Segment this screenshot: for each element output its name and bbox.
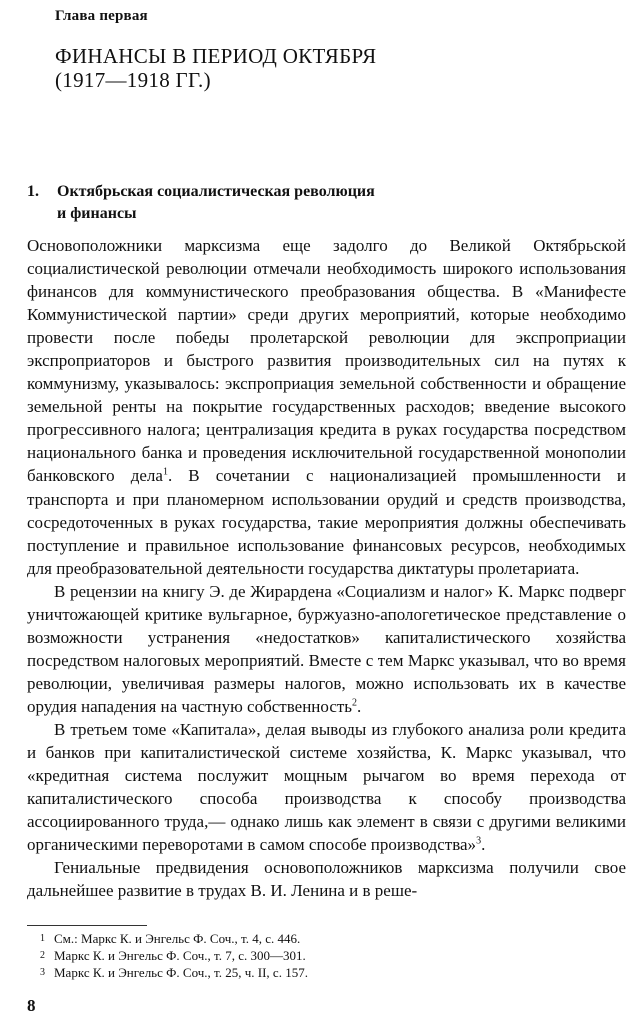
paragraph-text: Гениальные предвидения основоположников марксизма получили свое дальнейшее развитие в трудах В. И. Ленина и в реше- [27, 858, 626, 901]
footnote-mark: 1 [40, 933, 45, 944]
paragraph-text: . [481, 835, 486, 855]
paragraph [27, 234, 626, 580]
chapter-title [55, 44, 575, 92]
footnote-mark: 3 [40, 967, 45, 978]
footnote [40, 964, 620, 981]
footnote-text: См.: Маркс К. и Энгельс Ф. Соч., т. 4, с. 446. [54, 931, 301, 946]
paragraph-text: . [357, 696, 362, 716]
section-title-continuation: и финансы [57, 205, 137, 222]
section-heading [27, 181, 587, 225]
body-text [27, 234, 626, 902]
footnote-mark: 2 [40, 950, 45, 961]
footnote [40, 930, 620, 947]
footnote [40, 947, 620, 964]
paragraph [27, 856, 626, 902]
footnote-ref: 2 [352, 697, 358, 709]
footnotes [40, 930, 620, 981]
chapter-title-line: ФИНАНСЫ В ПЕРИОД ОКТЯБРЯ [55, 44, 377, 68]
footnote-ref: 3 [476, 835, 482, 847]
footnote-divider [27, 925, 147, 926]
page-number: 8 [27, 996, 36, 1015]
paragraph-text: В рецензии на книгу Э. де Жирардена «Социализм и налог» К. Маркс подверг уничтожающей критике вульгарное, буржуазно-апологетическое представление о возможности устранения «недостатков» капиталистического хозяйства посредством налоговых мероприятий. Вместе с тем Маркс указывал, что во время революции, увеличивая размеры налогов, можно использовать их в качестве орудия нападения на частную собственность [27, 581, 626, 716]
paragraph-text: . В сочетании с национализацией промышленности и транспорта и при планомерном использовании орудий и средств производства, сосредоточенных в руках государства, такие мероприятия должны обеспечивать поступление и правильное использование финансовых ресурсов, необходимых для преобразовательной деятельности государства диктатуры пролетариата. [27, 466, 626, 578]
section-number: 1. [27, 183, 39, 200]
paragraph-text: Основоположники марксизма еще задолго до Великой Октябрьской социалистической революции отмечали необходимость широкого использования финансов для коммунистического преобразования общества. В «Манифесте Коммунистической партии» среди других мероприятий, которые необходимо провести после победы пролетарской революции для экспроприации экспроприаторов и быстрого развития производительных сил на путях к коммунизму, указывалось: экспроприация земельной собственности и обращение земельной ренты на покрытие государственных расходов; введение высокого прогрессивного налога; централизация кредита в руках государства посредством национального банка и проведения исключительной государственной монополии банковского дела [27, 236, 626, 486]
section-title-line: Октябрьская социалистическая революция [57, 183, 375, 200]
chapter-title-years: (1917—1918 ГГ.) [55, 68, 211, 92]
footnote-ref: 1 [162, 466, 168, 478]
paragraph [27, 718, 626, 856]
footnote-text: Маркс К. и Энгельс Ф. Соч., т. 25, ч. II, с. 157. [54, 965, 308, 980]
footnote-text: Маркс К. и Энгельс Ф. Соч., т. 7, с. 300—301. [54, 948, 306, 963]
chapter-label: Глава первая [55, 8, 148, 24]
paragraph-text: В третьем томе «Капитала», делая выводы из глубокого анализа роли кредита и банков при капиталистической системе хозяйства, К. Маркс указывал, что «кредитная система послужит мощным рычагом во время перехода от капиталистического способа производства к способу производства ассоциированного труда,— однако лишь как элемент в связи с другими великими органическими переворотами в самом способе производства» [27, 719, 626, 855]
paragraph [27, 580, 626, 718]
